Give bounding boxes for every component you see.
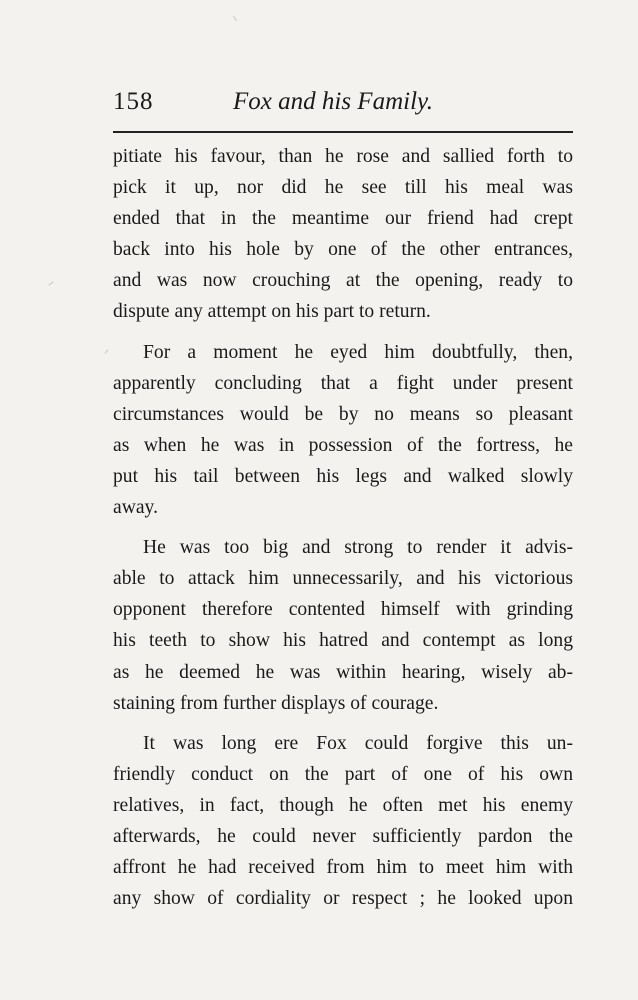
paragraph <box>113 141 573 328</box>
paper-speck <box>233 16 237 22</box>
text-line: able to attack him unnecessarily, and his victorious <box>113 568 573 590</box>
text-line: He was too big and strong to render it advis- <box>143 537 573 559</box>
text-line: pick it up, nor did he see till his meal was <box>113 177 573 199</box>
text-line: put his tail between his legs and walked slowly <box>113 465 573 487</box>
text-line: back into his hole by one of the other entrances, <box>113 239 573 261</box>
text-line: as he deemed he was within hearing, wisely ab- <box>113 661 573 683</box>
page-number: 158 <box>113 88 154 115</box>
body-text <box>113 141 573 923</box>
text-line: staining from further displays of courage. <box>113 692 439 714</box>
paragraph <box>113 728 573 915</box>
text-line: It was long ere Fox could forgive this un- <box>143 732 573 754</box>
text-line: as when he was in possession of the fortress, he <box>113 434 573 456</box>
text-line: his teeth to show his hatred and contempt as long <box>113 630 573 652</box>
text-line: circumstances would be by no means so pleasant <box>113 403 573 425</box>
paper-speck <box>105 349 109 353</box>
text-line: any show of cordiality or respect ; he looked upon <box>113 888 573 910</box>
text-line: ended that in the meantime our friend had crept <box>113 208 573 230</box>
running-title: Fox and his Family. <box>233 88 433 115</box>
text-line: affront he had received from him to meet him with <box>113 857 573 879</box>
text-line: friendly conduct on the part of one of his own <box>113 763 573 785</box>
text-line: afterwards, he could never sufficiently pardon the <box>113 825 573 847</box>
text-line: apparently concluding that a fight under present <box>113 372 573 394</box>
text-line: pitiate his favour, than he rose and sallied forth to <box>113 146 573 167</box>
paragraph <box>113 532 573 719</box>
paragraph <box>113 337 573 524</box>
paper-speck <box>48 281 53 286</box>
text-line: away. <box>113 497 158 519</box>
text-line: For a moment he eyed him doubtfully, then, <box>143 341 573 363</box>
text-line: relatives, in fact, though he often met his enemy <box>113 794 573 816</box>
text-line: and was now crouching at the opening, ready to <box>113 270 573 292</box>
header-rule <box>113 131 573 133</box>
text-line: opponent therefore contented himself with grinding <box>113 599 573 621</box>
page-header <box>113 88 573 128</box>
text-line: dispute any attempt on his part to return. <box>113 301 431 323</box>
